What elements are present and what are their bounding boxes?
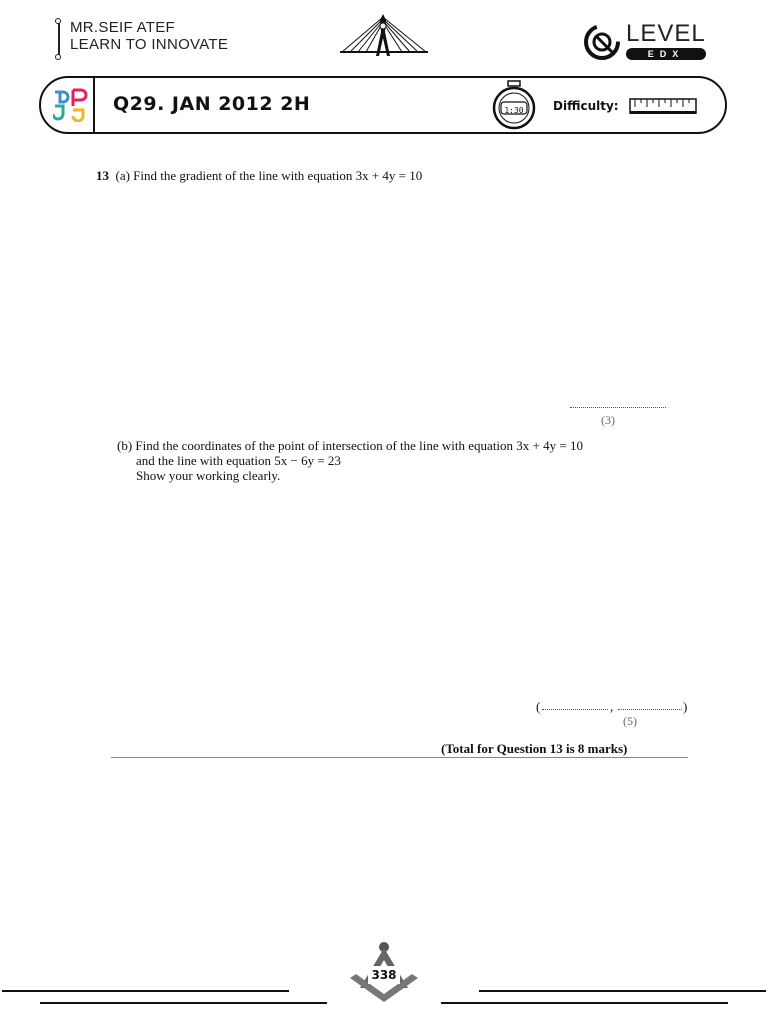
part-a-marks: (3) [601, 413, 615, 427]
answer-x-line[interactable] [542, 700, 608, 710]
brand-divider [58, 21, 60, 57]
question-part-a [96, 168, 422, 183]
level-logo-icon [582, 22, 622, 62]
difficulty-label: Difficulty: [553, 99, 619, 113]
difficulty-ruler-icon [629, 98, 697, 116]
timer-display: 1:30 [504, 106, 524, 115]
page-badge [348, 940, 420, 1006]
page-number: 338 [371, 968, 397, 982]
footer-line-left-top [2, 990, 289, 992]
part-b-line3: Show your working clearly. [136, 468, 281, 483]
brand-name: MR.SEIF ATEF [70, 19, 175, 36]
question-banner [39, 76, 727, 134]
answer-y-line[interactable] [618, 700, 682, 710]
brand-dot-top [55, 18, 61, 24]
total-marks: (Total for Question 13 is 8 marks) [441, 741, 628, 756]
question-number: 13 [96, 168, 109, 183]
part-a-text: (a) Find the gradient of the line with equation 3x + 4y = 10 [115, 168, 423, 183]
answer-open-paren: ( [536, 699, 541, 714]
footer-line-left-bottom [40, 1002, 327, 1004]
part-b-line1: (b) Find the coordinates of the point of intersection of the line with equation 3x + 4y = 10 [117, 438, 583, 453]
app-logo-icon [53, 88, 89, 122]
brand-block [58, 18, 268, 60]
part-b-line2: and the line with equation 5x − 6y = 23 [136, 453, 341, 468]
brand-dot-bottom [55, 54, 61, 60]
brand-tagline: LEARN TO INNOVATE [70, 36, 229, 53]
banner-divider [93, 78, 95, 132]
part-a-answer-line[interactable] [570, 398, 666, 408]
level-logo-subtext: EDX [626, 48, 706, 60]
footer-line-right-top [479, 990, 766, 992]
answer-close-paren: ) [683, 699, 688, 714]
total-rule [111, 757, 688, 758]
level-logo-text: LEVEL [626, 20, 706, 47]
question-title: Q29. JAN 2012 2H [113, 93, 311, 115]
footer-line-right-bottom [441, 1002, 728, 1004]
answer-comma: , [610, 699, 614, 714]
level-logo [582, 20, 707, 64]
stopwatch-icon [489, 80, 539, 135]
part-b-marks: (5) [623, 714, 637, 728]
compass-logo-icon [340, 12, 428, 60]
